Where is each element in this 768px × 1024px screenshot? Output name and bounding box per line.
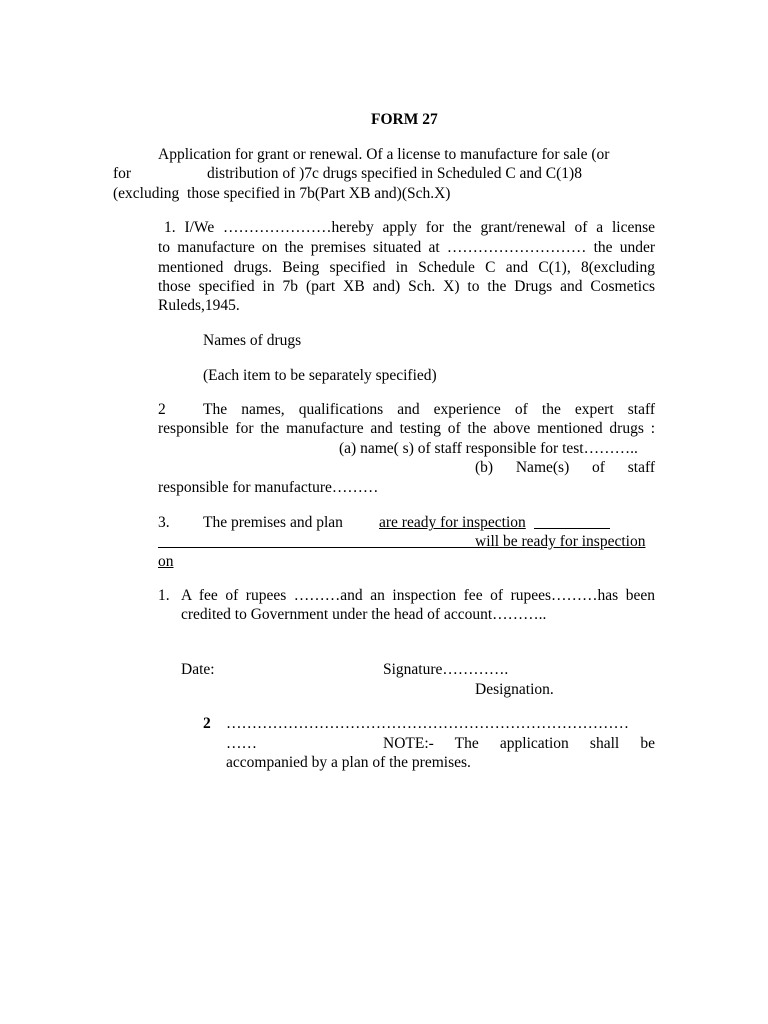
each-item-note: (Each item to be separately specified) (203, 367, 437, 384)
inspection-date-on-label: on (158, 553, 174, 570)
note-dots-line: …………………………………………………………………… (226, 715, 629, 732)
item2-line-5: responsible for manufacture……… (158, 479, 379, 496)
fee-number: 1. (158, 587, 170, 604)
item1-line-4: those specified in 7b (part XB and) Sch. X) to the Drugs and Cosmetics (158, 278, 655, 295)
form-title: FORM 27 (371, 111, 438, 128)
item2-line-3: (a) name( s) of staff responsible for test……….. (339, 440, 638, 457)
will-be-ready-underline-lead (158, 547, 475, 548)
will-be-ready-option: will be ready for inspection (475, 533, 646, 550)
note-line-3: accompanied by a plan of the premises. (226, 754, 471, 771)
item2-line-1: The names, qualifications and experience of the expert staff (203, 401, 655, 418)
intro-line-2: distribution of )7c drugs specified in Scheduled C and C(1)8 (207, 165, 582, 182)
ready-underline-extension (534, 528, 610, 529)
item1-line-3: mentioned drugs. Being specified in Schedule C and C(1), 8(excluding (158, 259, 655, 276)
date-label: Date: (181, 661, 215, 678)
note-text: NOTE:- The application shall be (383, 735, 655, 752)
fee-line-1: A fee of rupees ………and an inspection fee of rupees………has been (181, 587, 655, 604)
signature-label: Signature…………. (383, 661, 509, 678)
designation-label: Designation. (475, 681, 554, 698)
item2-line-4: (b) Name(s) of staff (475, 459, 655, 476)
item1-line-5: Ruleds,1945. (158, 297, 240, 314)
intro-line-2-for: for (113, 165, 132, 182)
item2-number: 2 (158, 401, 166, 418)
note-line-2-dots: …… (226, 735, 257, 752)
item1-line-2: to manufacture on the premises situated at ……………………… the under (158, 239, 655, 256)
item3-number: 3. (158, 514, 170, 531)
intro-line-1: Application for grant or renewal. Of a license to manufacture for sale (or (158, 146, 610, 163)
premises-label: The premises and plan (203, 514, 343, 531)
names-of-drugs-label: Names of drugs (203, 332, 302, 349)
note-number: 2 (203, 715, 211, 732)
intro-line-3: (excluding those specified in 7b(Part XB and)(Sch.X) (113, 185, 451, 202)
ready-for-inspection-option: are ready for inspection (379, 514, 526, 531)
item1-line-1: 1. I/We …………………hereby apply for the grant/renewal of a license (164, 219, 655, 236)
fee-line-2: credited to Government under the head of account……….. (181, 606, 547, 623)
item2-line-2: responsible for the manufacture and testing of the above mentioned drugs : (158, 420, 655, 437)
